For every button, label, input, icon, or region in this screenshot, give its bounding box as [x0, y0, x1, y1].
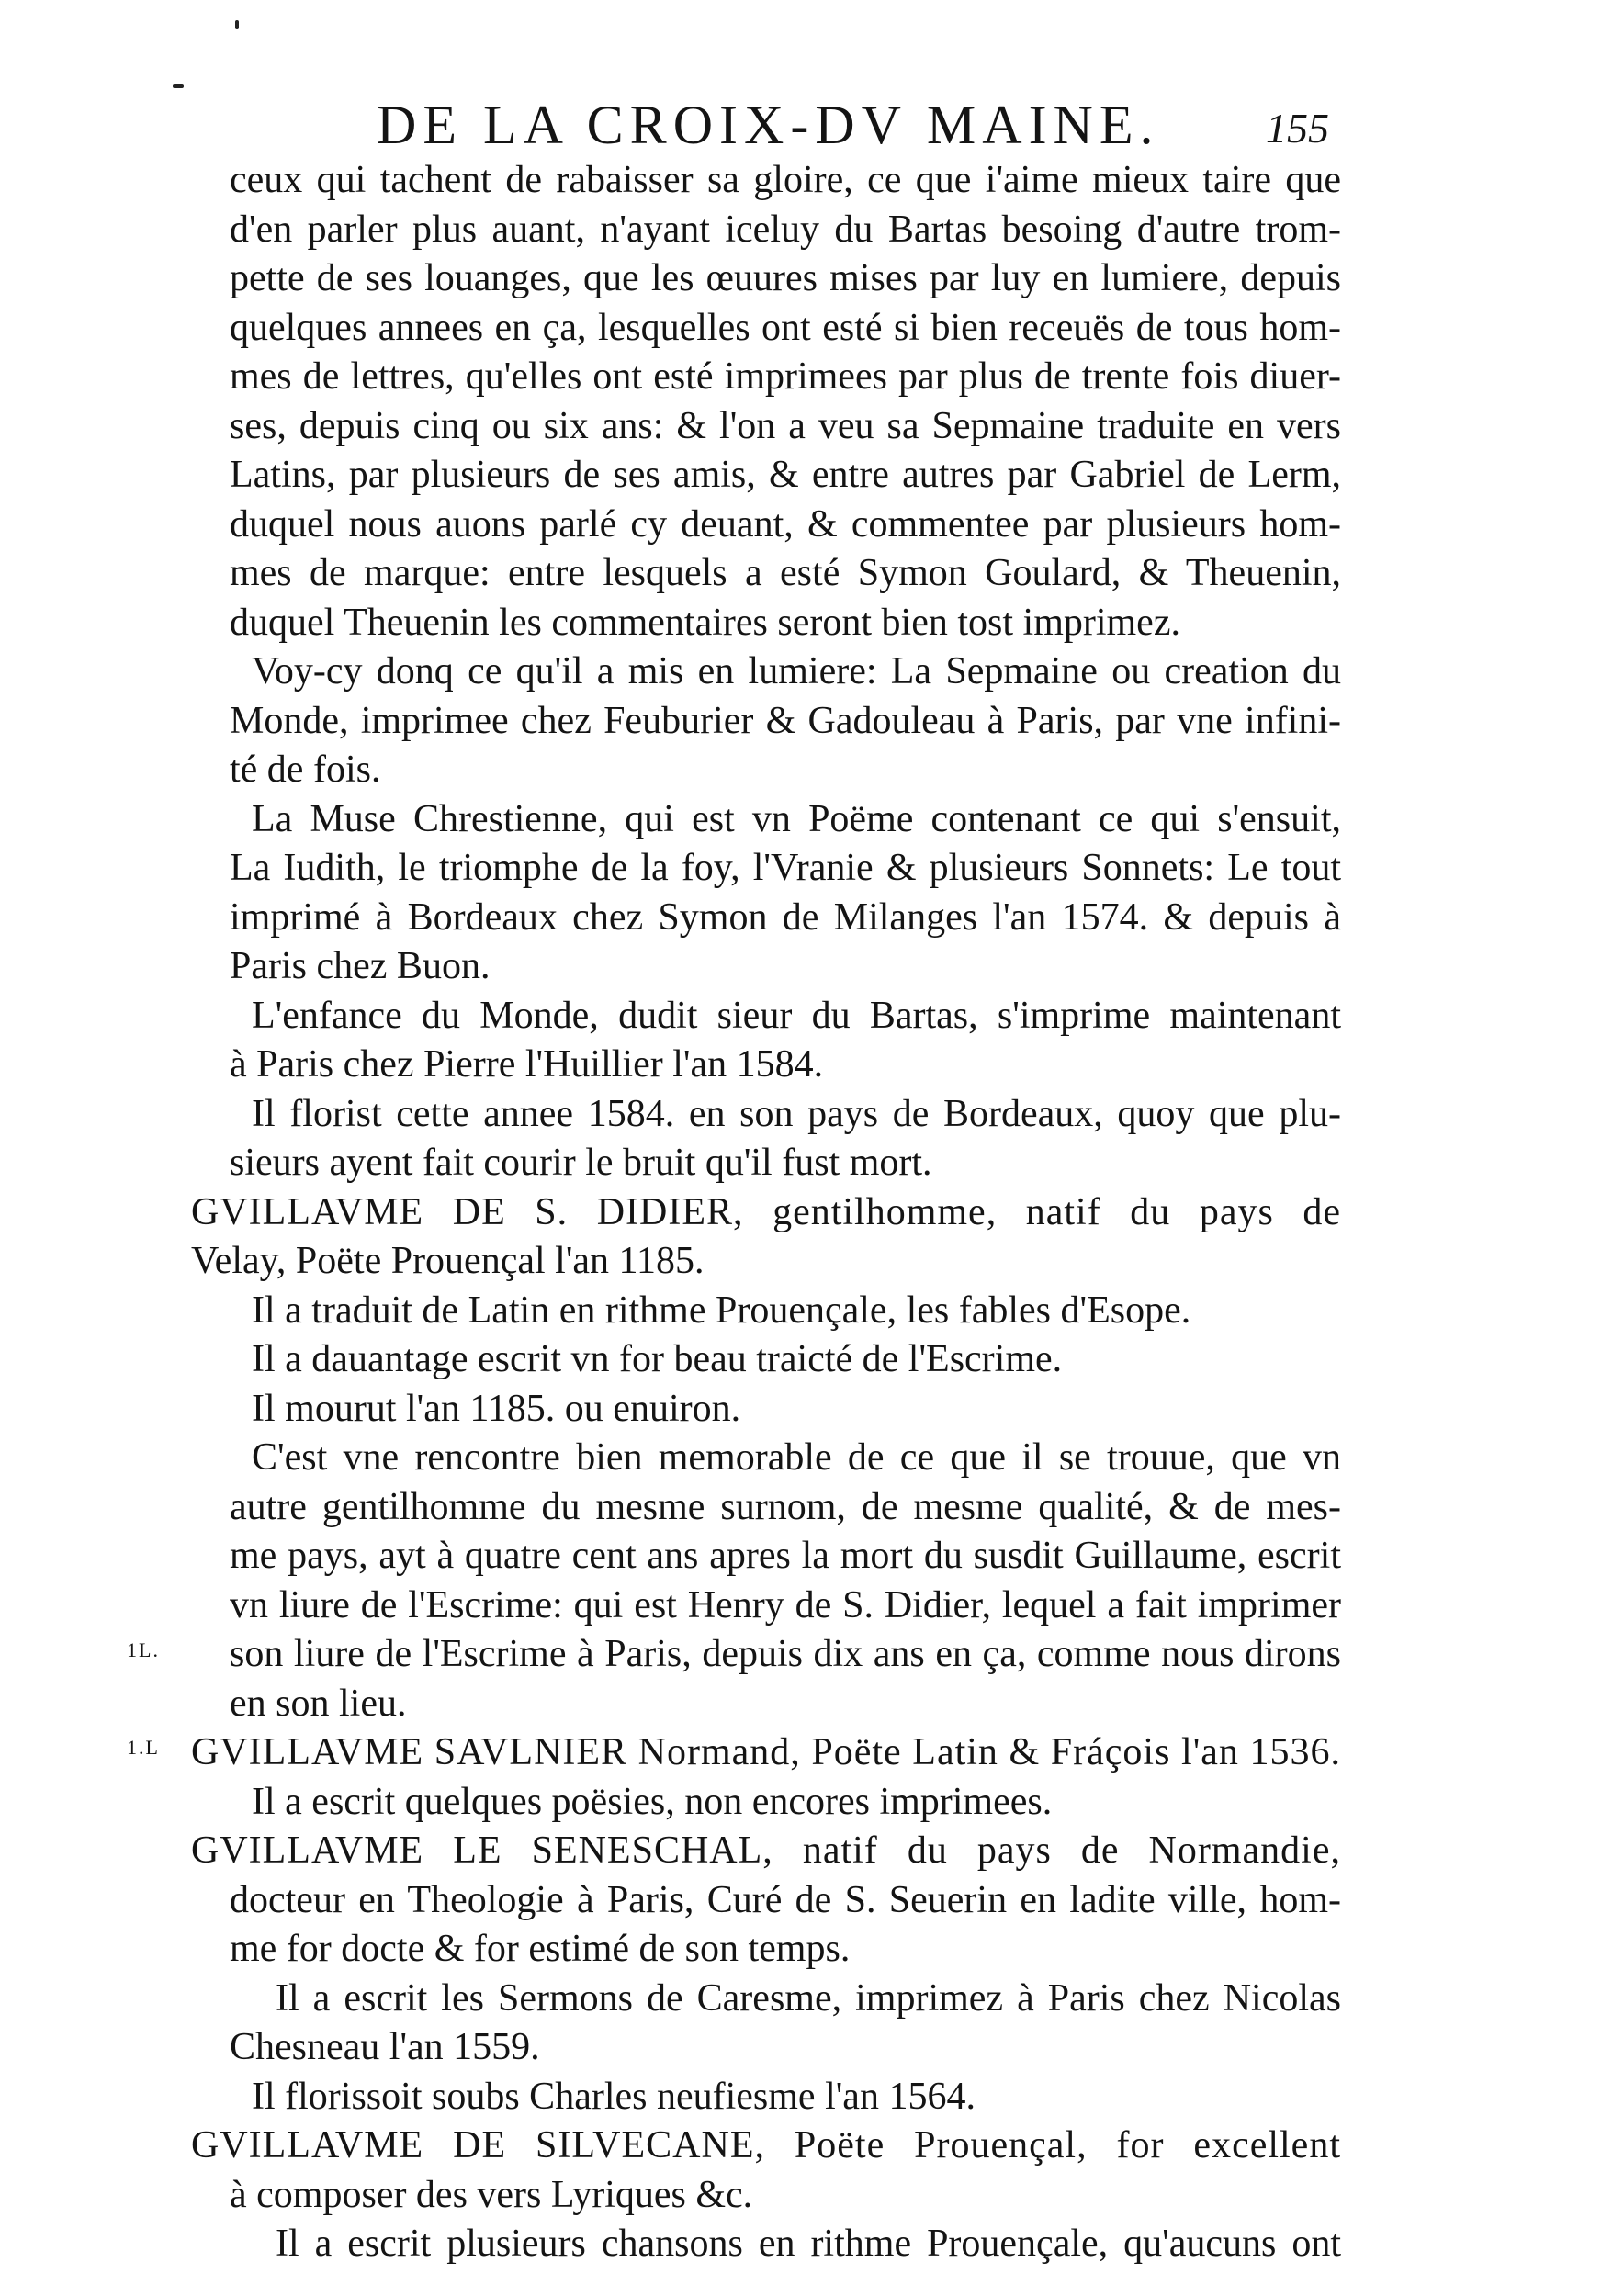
margin-note: 1L.	[127, 1638, 160, 1661]
body-text	[191, 156, 1341, 2269]
text-line: C'est vne rencontre bien memorable de ce que il se trouue, que vn	[252, 1436, 1341, 1479]
text-line: La Iudith, le triomphe de la foy, l'Vranie & plusieurs Sonnets: Le tout	[230, 847, 1341, 889]
text-line: Voy-cy donq ce qu'il a mis en lumiere: La Sepmaine ou creation du	[252, 650, 1341, 692]
text-line: Il a traduit de Latin en rithme Prouençale, les fables d'Esope.	[252, 1289, 1191, 1332]
page-number: 155	[1266, 105, 1329, 152]
ink-speck	[235, 20, 239, 29]
text-line: Il a dauantage escrit vn for beau traicté de l'Escrime.	[252, 1338, 1063, 1380]
text-line: docteur en Theologie à Paris, Curé de S. Seuerin en ladite ville, hom-	[230, 1878, 1341, 1921]
text-line: La Muse Chrestienne, qui est vn Poëme contenant ce qui s'ensuit,	[252, 797, 1341, 840]
text-line: autre gentilhomme du mesme surnom, de mesme qualité, & de mes-	[230, 1485, 1341, 1528]
text-line: mes de marque: entre lesquels a esté Symon Goulard, & Theuenin,	[230, 552, 1341, 594]
text-line: ses, depuis cinq ou six ans: & l'on a veu sa Sepmaine traduite en vers	[230, 404, 1341, 447]
text-line: imprimé à Bordeaux chez Symon de Milanges l'an 1574. & depuis à	[230, 895, 1341, 939]
running-title: DE LA CROIX-DV MAINE.	[377, 95, 1160, 155]
text-line: son liure de l'Escrime à Paris, depuis dix ans en ça, comme nous dirons	[230, 1633, 1341, 1675]
entry-heading: GVILLAVME LE SENESCHAL, natif du pays de Normandie,	[191, 1829, 1341, 1872]
text-line: té de fois.	[230, 748, 381, 791]
entry-heading: GVILLAVME DE SILVECANE, Poëte Prouençal, for excellent	[191, 2124, 1341, 2167]
text-line: Monde, imprimee chez Feuburier & Gadouleau à Paris, par vne infini-	[230, 699, 1341, 742]
text-line: Il a escrit les Sermons de Caresme, imprimez à Paris chez Nicolas	[276, 1976, 1341, 2020]
text-line: mes de lettres, qu'elles ont esté imprimees par plus de trente fois diuer-	[230, 355, 1341, 398]
text-line: me pays, ayt à quatre cent ans apres la mort du susdit Guillaume, escrit	[230, 1535, 1341, 1577]
ink-speck	[173, 84, 184, 88]
text-line: Il florist cette annee 1584. en son pays de Bordeaux, quoy que plu-	[252, 1092, 1341, 1135]
text-line: Il florissoit soubs Charles neufiesme l'an 1564.	[252, 2075, 976, 2118]
text-line: Paris chez Buon.	[230, 945, 491, 987]
text-line: en son lieu.	[230, 1682, 407, 1725]
text-line: Il mourut l'an 1185. ou enuiron.	[252, 1387, 741, 1430]
text-line: d'en parler plus auant, n'ayant iceluy du Bartas besoing d'autre trom-	[230, 208, 1341, 251]
text-line: Chesneau l'an 1559.	[230, 2026, 540, 2068]
text-line: Il a escrit plusieurs chansons en rithme Prouençale, qu'aucuns ont	[276, 2223, 1341, 2265]
entry-heading: GVILLAVME SAVLNIER Normand, Poëte Latin & Fráçois l'an 1536.	[191, 1731, 1341, 1773]
text-line: quelques annees en ça, lesquelles ont esté si bien receuës de tous hom-	[230, 306, 1341, 349]
text-line: à Paris chez Pierre l'Huillier l'an 1584.	[230, 1043, 824, 1086]
text-line: à composer des vers Lyriques &c.	[230, 2173, 753, 2216]
text-line: Il a escrit quelques poësies, non encores imprimees.	[252, 1780, 1053, 1823]
text-line: duquel nous auons parlé cy deuant, & commentee par plusieurs hom-	[230, 502, 1341, 546]
entry-heading: GVILLAVME DE S. DIDIER, gentilhomme, natif du pays de	[191, 1190, 1341, 1233]
text-line: vn liure de l'Escrime: qui est Henry de S. Didier, lequel a fait imprimer	[230, 1583, 1341, 1626]
text-line: ceux qui tachent de rabaisser sa gloire, ce que i'aime mieux taire que	[230, 159, 1341, 201]
text-line: Velay, Poëte Prouençal l'an 1185.	[191, 1240, 705, 1282]
text-line: pette de ses louanges, que les œuures mises par luy en lumiere, depuis	[230, 257, 1341, 299]
text-line: duquel Theuenin les commentaires seront bien tost imprimez.	[230, 601, 1180, 644]
text-line: Latins, par plusieurs de ses amis, & entre autres par Gabriel de Lerm,	[230, 454, 1341, 496]
text-line: L'enfance du Monde, dudit sieur du Bartas, s'imprime maintenant	[252, 994, 1341, 1037]
text-line: sieurs ayent fait courir le bruit qu'il fust mort.	[230, 1142, 932, 1184]
text-line: me for docte & for estimé de son temps.	[230, 1928, 851, 1970]
margin-note: 1.L	[127, 1736, 160, 1759]
